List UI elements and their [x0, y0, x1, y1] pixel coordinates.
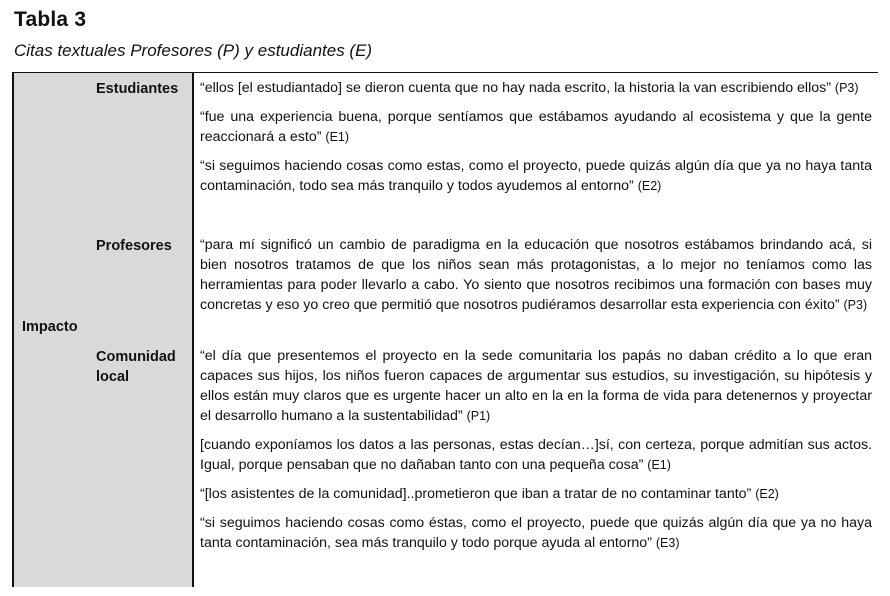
quote — [200, 107, 872, 147]
quote-citation: (E1) — [647, 458, 671, 472]
quote-citation: (E1) — [325, 130, 350, 144]
quote — [200, 484, 872, 504]
quote-citation: (P1) — [466, 409, 491, 423]
profesores-quotes — [200, 235, 872, 315]
quote-text: “si seguimos haciendo cosas como éstas, como el proyecto, puede que quizás algún día que ya no haya tanta contaminación, sea más tranquilo y todo porque ayuda al entorno” — [200, 515, 872, 551]
quote — [200, 78, 872, 98]
quote — [200, 513, 872, 553]
quote — [200, 435, 872, 475]
category-label: Impacto — [22, 319, 78, 335]
estudiantes-quotes — [200, 78, 872, 196]
table-subtitle: Citas textuales Profesores (P) y estudiantes (E) — [14, 41, 373, 60]
quote-text: “ellos [el estudiantado] se dieron cuenta que no hay nada escrito, la historia la van escribiendo ellos” — [200, 80, 831, 96]
quote-text: “[los asistentes de la comunidad]..prometieron que iban a tratar de no contaminar tanto” — [200, 486, 752, 502]
quote-text: [cuando exponíamos los datos a las personas, estas decían…]sí, con certeza, porque admitían sus actos. Igual, porque pensaban que no dañaban tanto con una pequeña cosa” — [200, 437, 872, 473]
quote-citation: (E2) — [755, 487, 779, 501]
comunidad-quotes — [200, 346, 872, 553]
group-label-line2: local — [96, 369, 130, 385]
group-label-line1: Comunidad — [96, 349, 176, 365]
quote — [200, 156, 872, 196]
group-label-comunidad-local — [96, 347, 176, 387]
quote-citation: (P3) — [843, 298, 868, 312]
quote-text: “si seguimos haciendo cosas como estas, como el proyecto, puede quizás algún día que ya no haya tanta contaminación, todo sea más tranquilo y todos ayudemos al entorno” — [200, 158, 872, 194]
quotes-table — [12, 73, 878, 587]
category-column — [12, 73, 194, 587]
group-label-estudiantes: Estudiantes — [96, 81, 179, 97]
quote — [200, 235, 872, 315]
quote-citation: (E3) — [655, 536, 680, 550]
quote-citation: (P3) — [834, 81, 859, 95]
quote-citation: (E2) — [637, 179, 662, 193]
quote — [200, 346, 872, 426]
group-label-profesores: Profesores — [96, 238, 172, 254]
table-title: Tabla 3 — [14, 8, 87, 31]
quote-text: “fue una experiencia buena, porque sentíamos que estábamos ayudando al ecosistema y que la gente reaccionará a esto” — [200, 109, 872, 145]
quote-text: “el día que presentemos el proyecto en la sede comunitaria los papás no daban crédito a lo que eran capaces sus hijos, los niños fueron capaces de argumentar sus estudios, su investigación, su hipótesis y ellos están muy claros que es urgente hacer un alto en la en la forma de vida para detenernos y proyectar el desarrollo humano a la sustentabilidad” — [200, 348, 872, 424]
quote-text: “para mí significó un cambio de paradigma en la educación que nosotros estábamos brindando acá, si bien nosotros tratamos de que los niños sean más protagonistas, a lo mejor no teníamos como las herramientas para poder llevarlo a cabo. Yo siento que nosotros recibimos una formación con bases muy concretas y eso yo creo que permitió que nosotros pudiéramos desarrollar esta experiencia con éxito” — [200, 237, 872, 313]
